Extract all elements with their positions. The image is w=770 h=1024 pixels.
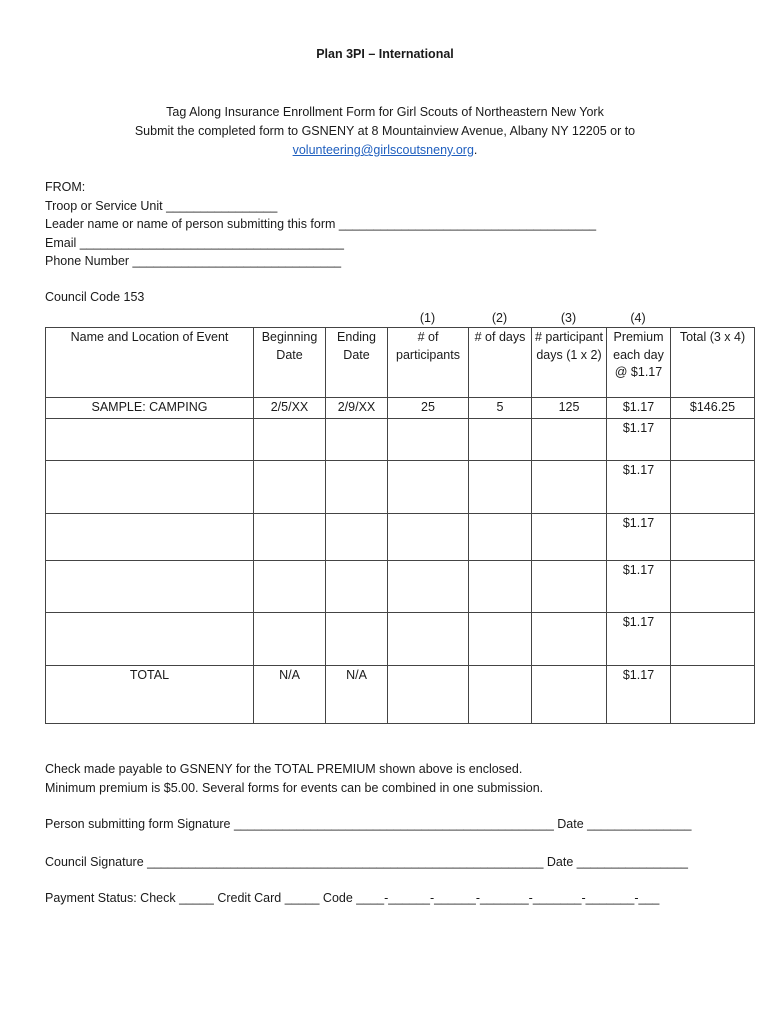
total-row [46, 665, 755, 723]
event-cell[interactable] [46, 418, 254, 460]
total-amount-cell[interactable] [671, 665, 755, 723]
participants-cell[interactable] [388, 460, 469, 513]
participant-days-cell[interactable] [532, 418, 607, 460]
enrollment-table [45, 327, 755, 724]
total-premium: $1.17 [607, 665, 671, 723]
from-label: FROM: [45, 180, 86, 194]
header-event: Name and Location of Event [46, 328, 254, 398]
end-date-cell[interactable] [326, 560, 388, 612]
header-begin-date: Beginning Date [254, 328, 326, 398]
premium-cell: $1.17 [607, 460, 671, 513]
participants-cell[interactable] [388, 612, 469, 665]
sample-row [46, 398, 755, 419]
intro-line-2: Submit the completed form to GSNENY at 8 Mountainview Avenue, Albany NY 12205 or to [134, 124, 636, 138]
days-cell[interactable] [469, 612, 532, 665]
end-date-cell[interactable] [326, 513, 388, 560]
total-participants-cell[interactable] [388, 665, 469, 723]
premium-cell: $1.17 [607, 418, 671, 460]
event-cell[interactable] [46, 513, 254, 560]
column-number-3: (3) [560, 311, 577, 325]
total-begin: N/A [254, 665, 326, 723]
begin-date-cell[interactable] [254, 513, 326, 560]
event-cell[interactable] [46, 560, 254, 612]
sample-participant-days: 125 [532, 398, 607, 419]
begin-date-cell[interactable] [254, 418, 326, 460]
total-label: TOTAL [46, 665, 254, 723]
total-days-cell[interactable] [469, 665, 532, 723]
header-premium: Premium each day @ $1.17 [607, 328, 671, 398]
council-signature-field[interactable]: Council Signature _________________________________________________________ Date ________________ [45, 855, 688, 869]
total-cell[interactable] [671, 513, 755, 560]
column-numbers [45, 311, 754, 327]
participant-days-cell[interactable] [532, 460, 607, 513]
form-title: Plan 3PI – International [316, 47, 454, 61]
phone-field[interactable]: Phone Number ______________________________ [45, 254, 342, 268]
days-cell[interactable] [469, 513, 532, 560]
participants-cell[interactable] [388, 560, 469, 612]
total-cell[interactable] [671, 418, 755, 460]
note-line-1: Check made payable to GSNENY for the TOTAL PREMIUM shown above is enclosed. [45, 762, 523, 776]
email-link[interactable]: volunteering@girlscoutsneny.org [292, 143, 474, 157]
sample-event: SAMPLE: CAMPING [46, 398, 254, 419]
header-total: Total (3 x 4) [671, 328, 755, 398]
sample-days: 5 [469, 398, 532, 419]
table-row [46, 460, 755, 513]
premium-cell: $1.17 [607, 560, 671, 612]
leader-field[interactable]: Leader name or name of person submitting this form _____________________________________ [45, 217, 597, 231]
table-header-row [46, 328, 755, 398]
email-suffix: . [473, 143, 478, 157]
intro-line-1: Tag Along Insurance Enrollment Form for Girl Scouts of Northeastern New York [166, 105, 604, 119]
header-participants: # of participants [388, 328, 469, 398]
event-cell[interactable] [46, 460, 254, 513]
table-row [46, 612, 755, 665]
participant-days-cell[interactable] [532, 560, 607, 612]
participant-days-cell[interactable] [532, 612, 607, 665]
notes-section [45, 760, 543, 797]
note-line-2: Minimum premium is $5.00. Several forms for events can be combined in one submission. [45, 780, 544, 795]
from-section [45, 178, 596, 271]
table-row [46, 418, 755, 460]
sample-premium: $1.17 [607, 398, 671, 419]
begin-date-cell[interactable] [254, 560, 326, 612]
participants-cell[interactable] [388, 418, 469, 460]
participants-cell[interactable] [388, 513, 469, 560]
intro-line-3 [0, 141, 770, 160]
payment-status-field[interactable]: Payment Status: Check _____ Credit Card _____ Code ____-______-______-_______-_______-_______-___ [45, 891, 660, 905]
table-row [46, 560, 755, 612]
days-cell[interactable] [469, 460, 532, 513]
days-cell[interactable] [469, 560, 532, 612]
sample-begin: 2/5/XX [254, 398, 326, 419]
column-number-4: (4) [630, 311, 646, 325]
column-number-2: (2) [491, 311, 508, 325]
total-end: N/A [326, 665, 388, 723]
header-days: # of days [469, 328, 532, 398]
end-date-cell[interactable] [326, 418, 388, 460]
table-row [46, 513, 755, 560]
sample-end: 2/9/XX [326, 398, 388, 419]
email-field[interactable]: Email ______________________________________ [45, 235, 344, 250]
person-signature-field[interactable]: Person submitting form Signature ______________________________________________ Date _______________ [45, 817, 692, 831]
begin-date-cell[interactable] [254, 460, 326, 513]
begin-date-cell[interactable] [254, 612, 326, 665]
participant-days-cell[interactable] [532, 513, 607, 560]
total-cell[interactable] [671, 460, 755, 513]
sample-total: $146.25 [671, 398, 755, 419]
total-cell[interactable] [671, 612, 755, 665]
header-participant-days: # participant days (1 x 2) [532, 328, 607, 398]
sample-participants: 25 [388, 398, 469, 419]
days-cell[interactable] [469, 418, 532, 460]
end-date-cell[interactable] [326, 460, 388, 513]
council-code: Council Code 153 [45, 290, 145, 304]
end-date-cell[interactable] [326, 612, 388, 665]
header-end-date: Ending Date [326, 328, 388, 398]
total-participant-days-cell[interactable] [532, 665, 607, 723]
premium-cell: $1.17 [607, 612, 671, 665]
event-cell[interactable] [46, 612, 254, 665]
column-number-1: (1) [419, 311, 436, 325]
premium-cell: $1.17 [607, 513, 671, 560]
intro-block [0, 103, 770, 160]
total-cell[interactable] [671, 560, 755, 612]
troop-field[interactable]: Troop or Service Unit ________________ [45, 198, 278, 213]
